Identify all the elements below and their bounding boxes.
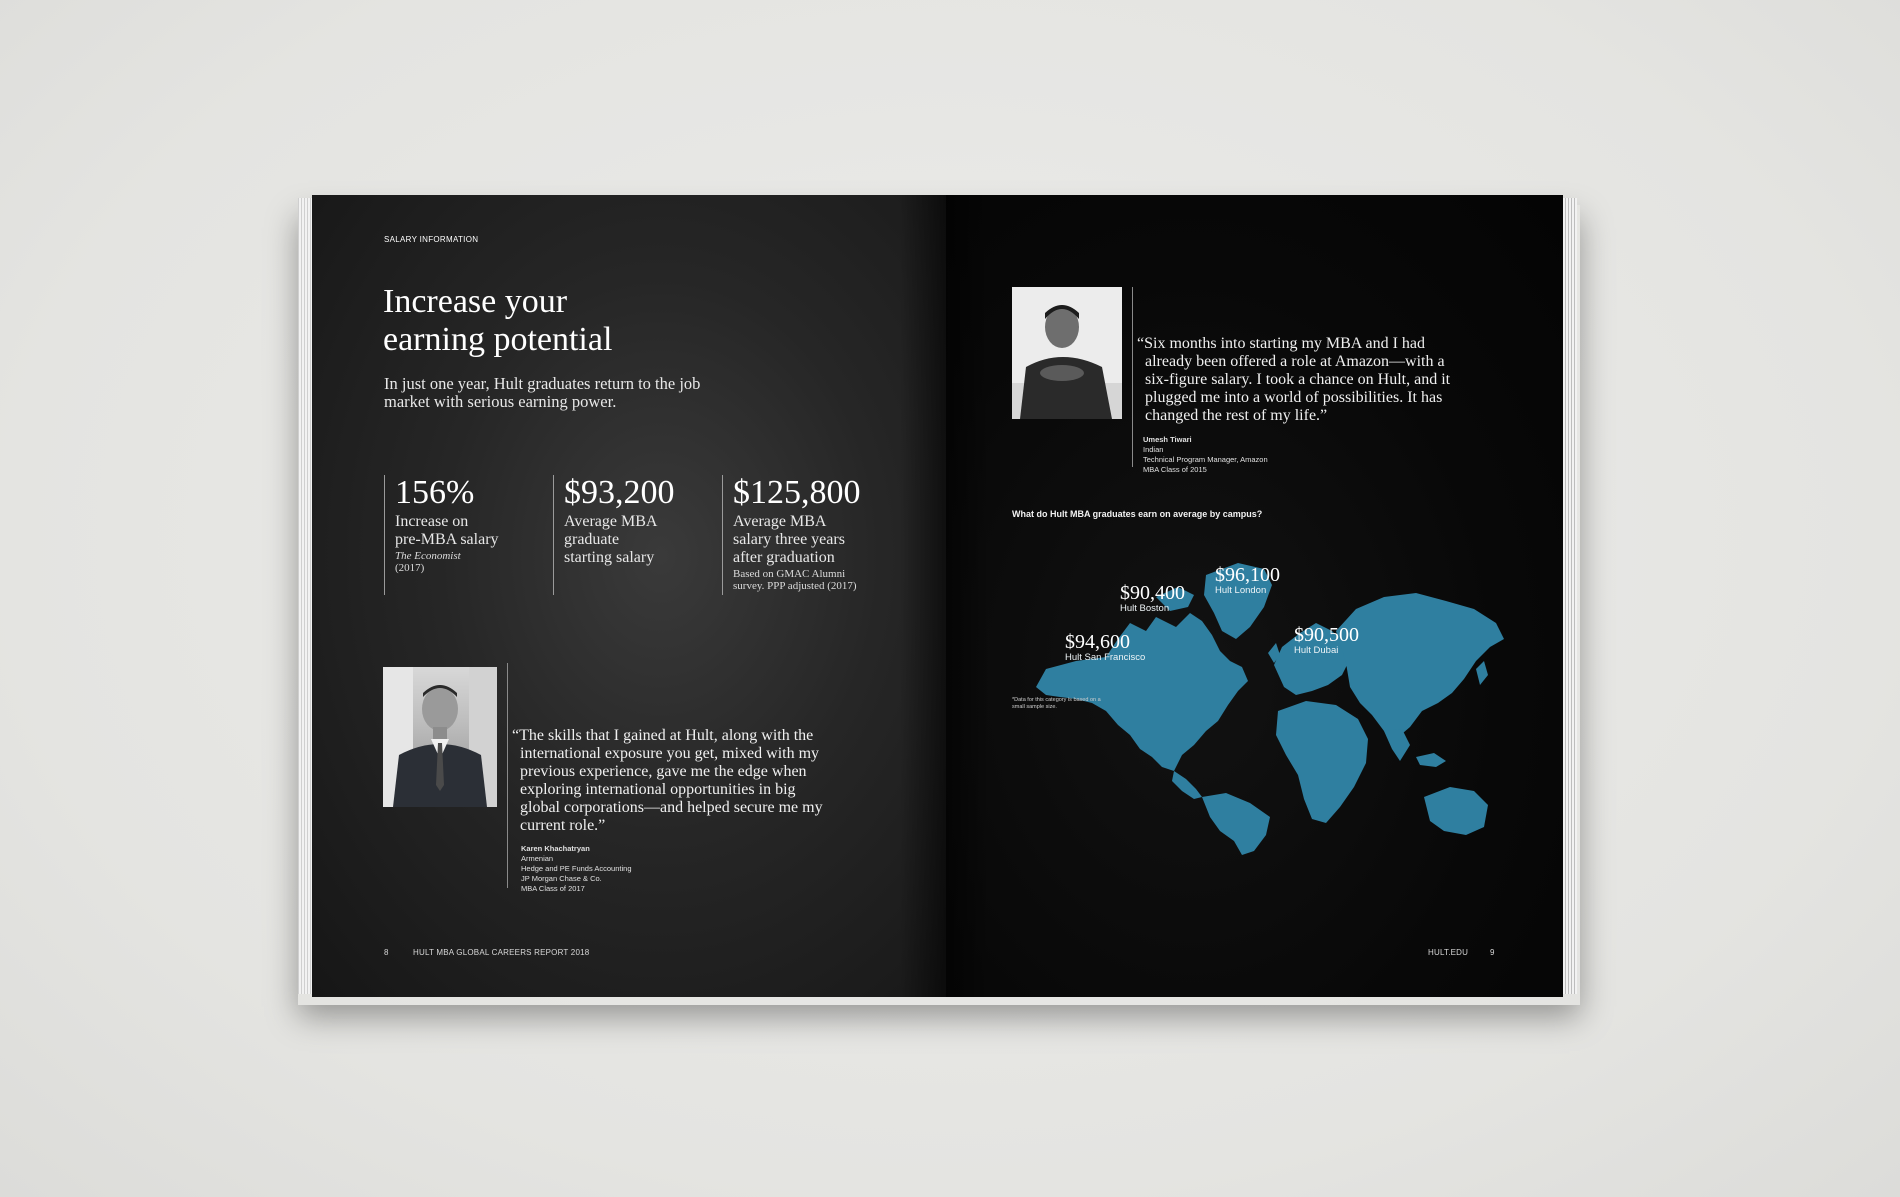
footnote-line: small sample size.	[1012, 704, 1057, 710]
stat-desc-line: salary three years	[733, 531, 845, 548]
quote-line: six-figure salary. I took a chance on Hult, and it	[1145, 371, 1451, 388]
footer-title: HULT MBA GLOBAL CAREERS REPORT 2018	[413, 948, 590, 957]
stat-source	[395, 550, 499, 574]
source-italic: The Economist	[395, 550, 461, 562]
quote-line: changed the rest of my life.”	[1145, 407, 1328, 424]
source-year: (2017)	[395, 562, 425, 574]
stat-increase	[384, 475, 499, 595]
person-silhouette-icon	[1012, 287, 1122, 419]
quote-divider	[1132, 287, 1133, 467]
intro-line: market with serious earning power.	[384, 392, 617, 411]
attribution-umesh	[1143, 435, 1268, 475]
campus-label: Hult Dubai	[1294, 645, 1339, 656]
campus-label: Hult London	[1215, 585, 1267, 596]
stat-desc	[733, 513, 861, 567]
india	[1384, 729, 1410, 761]
attribution-company: JP Morgan Chase & Co.	[521, 874, 602, 883]
stat-desc-line: Increase on	[395, 513, 469, 530]
portrait-photo-karen	[383, 667, 497, 807]
right-page	[946, 195, 1563, 997]
attribution-role: Technical Program Manager, Amazon	[1143, 455, 1268, 464]
stat-source	[733, 568, 861, 592]
stat-value: 156%	[395, 474, 475, 511]
stat-value: $93,200	[564, 474, 675, 511]
central-america	[1172, 771, 1202, 799]
stat-desc	[395, 513, 499, 549]
attribution-role: Hedge and PE Funds Accounting	[521, 864, 632, 873]
campus-san-francisco	[1065, 632, 1145, 663]
campus-london	[1215, 565, 1280, 596]
page-edges-right	[1563, 198, 1577, 994]
stat-starting-salary	[553, 475, 675, 595]
campus-dubai	[1294, 625, 1359, 656]
intro-line: In just one year, Hult graduates return to the job	[384, 374, 701, 393]
person-silhouette-icon	[383, 667, 497, 807]
footnote-line: *Data for this category is based on a	[1012, 697, 1101, 703]
stat-desc-line: Average MBA	[733, 513, 827, 530]
campus-salary: $96,100	[1215, 564, 1280, 586]
attribution-name: Karen Khachatryan	[521, 844, 590, 853]
footer-page-number: 9	[1490, 948, 1495, 957]
quote-line: current role.”	[520, 817, 606, 834]
campus-salary: $90,400	[1120, 582, 1185, 604]
stat-desc-line: graduate	[564, 531, 620, 548]
stat-desc-line: starting salary	[564, 549, 655, 566]
source-line: survey. PPP adjusted (2017)	[733, 580, 857, 592]
attribution-nationality: Indian	[1143, 445, 1164, 454]
left-page	[312, 195, 946, 997]
quote-karen	[512, 727, 842, 835]
campus-boston	[1120, 583, 1185, 614]
attribution-class: MBA Class of 2015	[1143, 465, 1207, 474]
campus-label: Hult Boston	[1120, 603, 1170, 614]
stat-three-year-salary	[722, 475, 861, 595]
footer-page-number: 8	[384, 948, 389, 957]
continent-asia	[1336, 593, 1504, 739]
headline	[383, 283, 743, 359]
portrait-photo-umesh	[1012, 287, 1122, 419]
quote-line: plugged me into a world of possibilities. It has	[1145, 389, 1443, 406]
intro-text	[384, 375, 764, 411]
stat-value: $125,800	[733, 474, 861, 511]
footer-website: HULT.EDU	[1428, 948, 1469, 957]
campus-salary: $90,500	[1294, 624, 1359, 646]
map-footnote	[1012, 697, 1112, 711]
quote-line: international exposure you get, mixed with my	[520, 745, 820, 762]
map-question: What do Hult MBA graduates earn on average by campus?	[1012, 509, 1263, 519]
headline-line: Increase your	[383, 283, 568, 320]
campus-salary: $94,600	[1065, 631, 1130, 653]
stat-desc-line: after graduation	[733, 549, 835, 566]
attribution-class: MBA Class of 2017	[521, 884, 585, 893]
quote-line: exploring international opportunities in big	[520, 781, 796, 798]
quote-line: “The skills that I gained at Hult, along with the	[512, 727, 814, 744]
attribution-nationality: Armenian	[521, 854, 554, 863]
japan	[1476, 661, 1488, 685]
source-line: Based on GMAC Alumni	[733, 568, 846, 580]
section-label: SALARY INFORMATION	[384, 235, 479, 244]
quote-line: previous experience, gave me the edge when	[520, 763, 807, 780]
headline-line: earning potential	[383, 321, 613, 358]
stat-desc	[564, 513, 675, 567]
quote-divider	[507, 663, 508, 888]
continent-australia	[1424, 787, 1488, 835]
attribution-name: Umesh Tiwari	[1143, 435, 1192, 444]
stat-desc-line: Average MBA	[564, 513, 658, 530]
campus-label: Hult San Francisco	[1065, 652, 1146, 663]
page-edges-left	[298, 198, 312, 994]
quote-umesh	[1137, 335, 1477, 425]
quote-line: already been offered a role at Amazon—with a	[1145, 353, 1445, 370]
attribution-karen	[521, 844, 632, 894]
continent-south-america	[1202, 793, 1270, 855]
stat-desc-line: pre-MBA salary	[395, 531, 499, 548]
continent-africa	[1276, 701, 1368, 823]
se-asia-islands	[1416, 753, 1446, 767]
quote-line: global corporations—and helped secure me my	[520, 799, 823, 816]
quote-line: “Six months into starting my MBA and I had	[1137, 335, 1425, 352]
